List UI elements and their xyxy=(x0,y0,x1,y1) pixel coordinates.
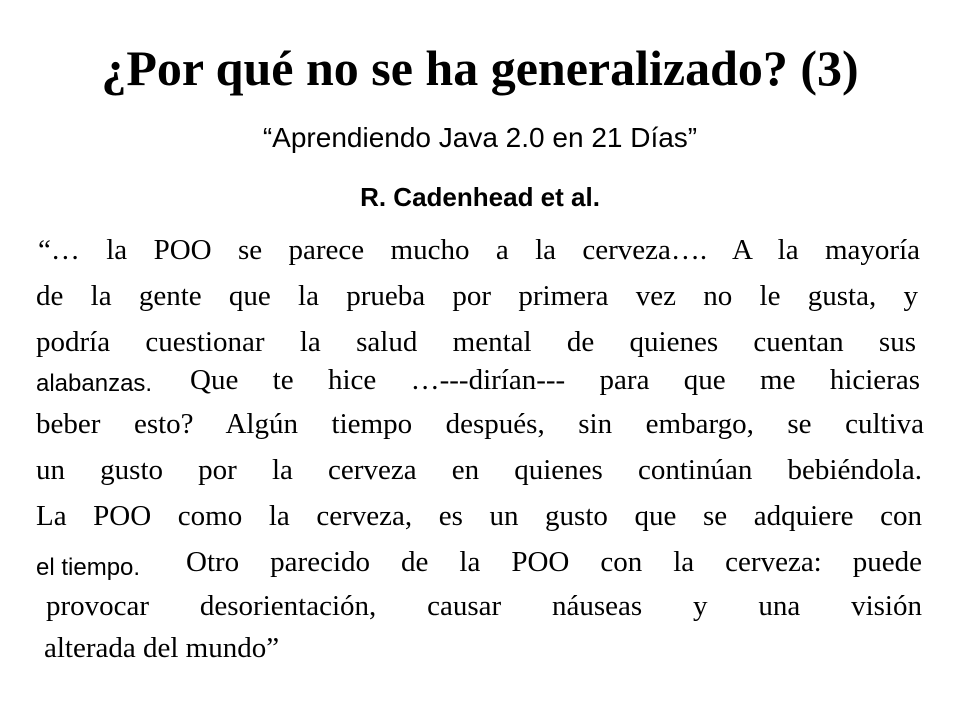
quote-line-fragment: alabanzas. xyxy=(36,370,153,397)
quote-line-fragment: Que te hice …---dirían--- para que me hicieras xyxy=(190,364,920,396)
quote-line: provocar desorientación, causar náuseas y una visión xyxy=(46,590,922,622)
quote-line: beber esto? Algún tiempo después, sin embargo, se cultiva xyxy=(36,408,924,440)
quote-line: de la gente que la prueba por primera vez no le gusta, y xyxy=(36,280,918,312)
slide-title: ¿Por qué no se ha generalizado? (3) xyxy=(101,40,859,96)
authors: R. Cadenhead et al. xyxy=(360,182,600,212)
quote-line: podría cuestionar la salud mental de quienes cuentan sus xyxy=(36,326,916,358)
quote-line-fragment: el tiempo. xyxy=(36,554,141,581)
quote-line: un gusto por la cerveza en quienes continúan bebiéndola. xyxy=(36,454,922,486)
quote-line: La POO como la cerveza, es un gusto que se adquiere con xyxy=(36,500,922,532)
quote-line: “… la POO se parece mucho a la cerveza…. A la mayoría xyxy=(38,234,920,266)
quote-line-fragment: Otro parecido de la POO con la cerveza: puede xyxy=(186,546,922,578)
quote-line: alterada del mundo” xyxy=(44,632,280,664)
book-title: “Aprendiendo Java 2.0 en 21 Días” xyxy=(262,122,698,153)
